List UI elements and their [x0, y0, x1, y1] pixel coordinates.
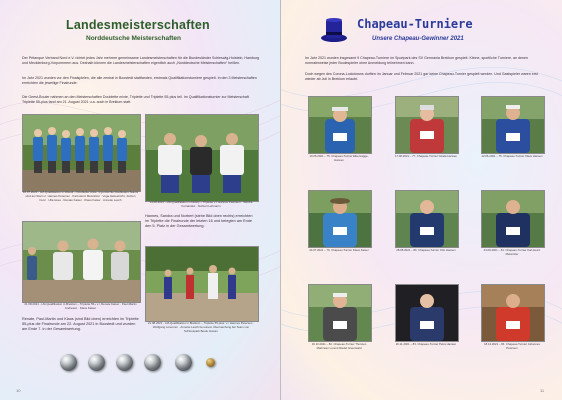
- caption-triplette-55plus: 21.08.2021 - LM-Qualifikation in Breklum – Triplette 55+ v.l. Renate Kaiser · Paul-Martin Andresen · Klaus Kaiser: [24, 302, 137, 310]
- triplette-55plus-photo-image: [23, 222, 140, 302]
- photo-breklum-game: [145, 246, 259, 322]
- photo-triplette-55plus-team: [22, 221, 141, 303]
- caption-triplette: 14.08.2021 - LM-Qualifikation in Husby – Triplette v.l. Hannes Petersen · Sandra Fernández · Norbert Lehmann: [149, 200, 253, 208]
- breklum-game-photo-image: [146, 247, 258, 321]
- winner-photo: [395, 96, 459, 154]
- winner-photo: [481, 284, 545, 342]
- winner-photo: [308, 190, 372, 248]
- page-number-left: 10: [16, 388, 21, 393]
- winner-card: [308, 96, 370, 162]
- page-subtitle: Norddeutsche Meisterschaften: [86, 35, 181, 42]
- winner-card: [481, 190, 543, 256]
- chapeau-subtitle: Unsere Chapeau-Gewinner 2021: [372, 36, 464, 42]
- chapeau-corona-paragraph: Doch wegen des Corona-Lockdowns durften im Januar und Februar 2021 gar keine Chapeau-Turnier gespielt werden. Und Gastspieler waren erst wieder ab Juli in Breklum erlaubt.: [305, 72, 538, 81]
- qualification-paragraph: Im Jahr 2021 wurden vor den Finalspielen, die alle zentral in Boostedt stattfanden, erstmals Qualifikationsturniere gespielt. In den 3 Meisterschaften erreichten die jeweilige Finalrunde:: [22, 76, 257, 85]
- triplette-result-paragraph: Hannes, Sandra und Norbert (siehe Bild oben rechts) erreichten im Triplette die Finalrunde der letzten 16 und belegten am Ende den 5. Platz in der Gesamtwertung.: [145, 214, 253, 228]
- winner-photo: [395, 190, 459, 248]
- intro-paragraph: Der Pétanque Verband Nord e.V. richtet jedes Jahr mehrere gemeinsame Landesmeisterschaften für die Bundesländer Schleswig-Holstein, Hamburg und Mecklenburg-Vorpommern aus. Deshalb können die Landesmeisterschaften eigentlich auch „Norddeutsche Meisterschaften“ heißen.: [22, 56, 260, 65]
- winner-caption: 17.06.2021 – 77. Chapeau-Turnier Gisela Hansen: [395, 154, 457, 158]
- winner-caption: 24.07.2021 – 79. Chapeau-Turnier Klaus Kaiser: [309, 248, 369, 252]
- chapeau-title: Chapeau-Turniere: [357, 17, 473, 31]
- winner-photo: [481, 190, 545, 248]
- triplette-55plus-result-paragraph: Renate, Paul-Martin und Klaus (sind Bild oben) erreichten im Triplette 55-plus die Finalrunde am 22. August 2021 in Boostedt und wurden am Ende 7. in der Gesamtwertung.: [22, 317, 139, 331]
- boule-ball-5: [175, 354, 192, 371]
- group-photo-image: [23, 115, 140, 191]
- winner-caption: 10.06.2021 – 75. Chapeau-Turnier Elke Hagge-Hansen: [309, 154, 369, 162]
- page-title: Landesmeisterschaften: [66, 18, 210, 32]
- cochonnet-ball: [206, 358, 215, 367]
- boule-ball-1: [60, 354, 77, 371]
- participation-paragraph: Die Geest-Bouler nahmen an den Meisterschaften Doublette mixte, Triplette und Triplette 55-plus teil. Im Qualifikationsturnier zur Meisterschaft Triplette 55-plus fand am 21. August 2021 u.a. auch in Breklum statt.: [22, 95, 249, 104]
- top-hat-icon: [320, 16, 348, 44]
- winner-caption: 12.06.2021 – 75. Chapeau-Turnier Klaus Hansen: [481, 154, 543, 158]
- winner-photo: [395, 284, 459, 342]
- winner-caption: 18.12.2021 – 84. Chapeau-Turnier Johannes Petersen: [484, 342, 540, 350]
- winner-card: [481, 284, 543, 350]
- winner-card: [308, 190, 370, 253]
- triplette-photo-image: [146, 115, 258, 201]
- chapeau-intro-paragraph: Im Jahr 2021 wurden insgesamt 9 Chapeau-Turniere im Sportpark des SV Germania Breklum gespielt. Kleine, sportliche Turniere, an denen normalerweise jeder Boulespieler ohne Anmeldung teilnehmen kann.: [305, 56, 528, 65]
- winner-caption: 16.10.2021 – 82. Chapeau-Turnier Thorsten Martinsen Lorenz-Riedel Greenwald: [311, 342, 367, 350]
- winner-photo: [308, 96, 372, 154]
- caption-doublette-mixte: 10.07.2021 - LM-Qualifikation in Idstedt – Doublette mixte: 4 gemischte Doubletten-Teams sind am Start v.l. Hannes Petersen · Karl-Heinz Meisnitzer · Vega Hebestricht, Jochen Fenz · Ulla Hoes · Renato Kaiser · Klaus Kaiser · Annette Lesch: [22, 190, 139, 202]
- photo-triplette-team: [145, 114, 259, 202]
- winner-caption: 23.09.2021 – 81. Chapeau-Turnier Karl-Heinz Meisnitzer: [483, 248, 541, 256]
- winner-card: [395, 190, 457, 253]
- caption-breklum-game: 21.08.2021 - LM-Qualifikation in Breklum – Triplette 55-plus: v.l. Hannes Petersen · Wolfgang Lorenzen · Annette Lesch bei einem Überraschung bei Team von Schlosspark Boule Husum: [147, 321, 255, 333]
- winner-caption: 20.11.2021 – 83. Chapeau-Turnier Petra Hansen: [395, 342, 457, 346]
- boule-ball-2: [88, 354, 105, 371]
- boule-ball-3: [116, 354, 133, 371]
- boule-ball-4: [144, 354, 161, 371]
- winner-card: [308, 284, 370, 350]
- page-number-right: 11: [540, 388, 545, 393]
- winner-photo: [308, 284, 372, 342]
- winner-caption: 28.08.2021 – 80. Chapeau-Turnier Otto Hansen: [396, 248, 456, 252]
- winner-card: [481, 96, 543, 159]
- photo-doublette-mixte-group: [22, 114, 141, 192]
- winner-card: [395, 284, 457, 347]
- winner-card: [395, 96, 457, 159]
- winner-photo: [481, 96, 545, 154]
